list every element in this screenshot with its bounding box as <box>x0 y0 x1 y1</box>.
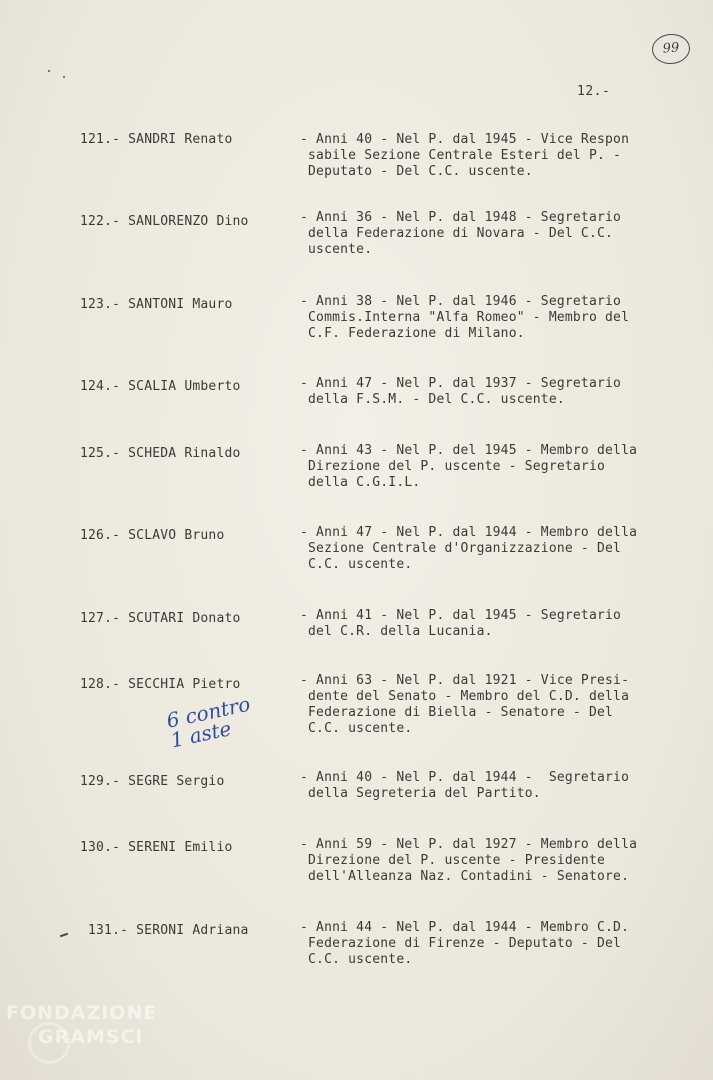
entry-description: - Anni 40 - Nel P. dal 1945 - Vice Respon sabile Sezione Centrale Esteri del P. - Deputato - Del C.C. uscente. <box>300 132 630 179</box>
entry-name: 124.- SCALIA Umberto <box>80 379 241 394</box>
page-number: 12.- <box>577 84 611 99</box>
entry-description: - Anni 38 - Nel P. dal 1946 - Segretario Commis.Interna "Alfa Romeo" - Membro del C.F. Federazione di Milano. <box>300 294 630 341</box>
entry-name: 127.- SCUTARI Donato <box>80 611 241 626</box>
entry-name: 122.- SANLORENZO Dino <box>80 214 249 229</box>
entry-description: - Anni 59 - Nel P. dal 1927 - Membro della Direzione del P. uscente - Presidente dell'Alleanza Naz. Contadini - Senatore. <box>300 837 638 884</box>
entry-name: 128.- SECCHIA Pietro <box>80 677 241 692</box>
entry-name: 131.- SERONI Adriana <box>88 923 249 938</box>
entry-name: 129.- SEGRE Sergio <box>80 774 225 789</box>
entry-name: 126.- SCLAVO Bruno <box>80 528 225 543</box>
entry-description: - Anni 44 - Nel P. dal 1944 - Membro C.D. Federazione di Firenze - Deputato - Del C.C. uscente. <box>300 920 630 967</box>
entry-name: 121.- SANDRI Renato <box>80 132 233 147</box>
entry-description: - Anni 40 - Nel P. dal 1944 - Segretario della Segreteria del Partito. <box>300 770 630 801</box>
entry-description: - Anni 41 - Nel P. dal 1945 - Segretario del C.R. della Lucania. <box>300 608 622 639</box>
archive-number-stamp: 99 <box>651 33 691 66</box>
entry-description: - Anni 63 - Nel P. dal 1921 - Vice Presi- dente del Senato - Membro del C.D. della Federazione di Biella - Senatore - Del C.C. uscente. <box>300 673 630 736</box>
entry-description: - Anni 43 - Nel P. del 1945 - Membro della Direzione del P. uscente - Segretario della C.G.I.L. <box>300 443 638 490</box>
entry-description: - Anni 47 - Nel P. dal 1937 - Segretario della F.S.M. - Del C.C. uscente. <box>300 376 622 407</box>
entry-name: 130.- SERENI Emilio <box>80 840 233 855</box>
entry-name: 123.- SANTONI Mauro <box>80 297 233 312</box>
entry-description: - Anni 47 - Nel P. dal 1944 - Membro della Sezione Centrale d'Organizzazione - Del C.C. uscente. <box>300 525 638 572</box>
margin-mark <box>60 933 68 938</box>
watermark-line1: FONDAZIONE <box>6 1002 158 1024</box>
paper-speck <box>63 76 65 78</box>
entry-name: 125.- SCHEDA Rinaldo <box>80 446 241 461</box>
paper-speck <box>48 70 50 72</box>
handwritten-note: 6 contro 1 aste <box>164 691 253 753</box>
entry-description: - Anni 36 - Nel P. dal 1948 - Segretario della Federazione di Novara - Del C.C. uscente. <box>300 210 622 257</box>
watermark-line2: GRAMSCI <box>38 1026 144 1048</box>
watermark <box>6 1002 157 1048</box>
